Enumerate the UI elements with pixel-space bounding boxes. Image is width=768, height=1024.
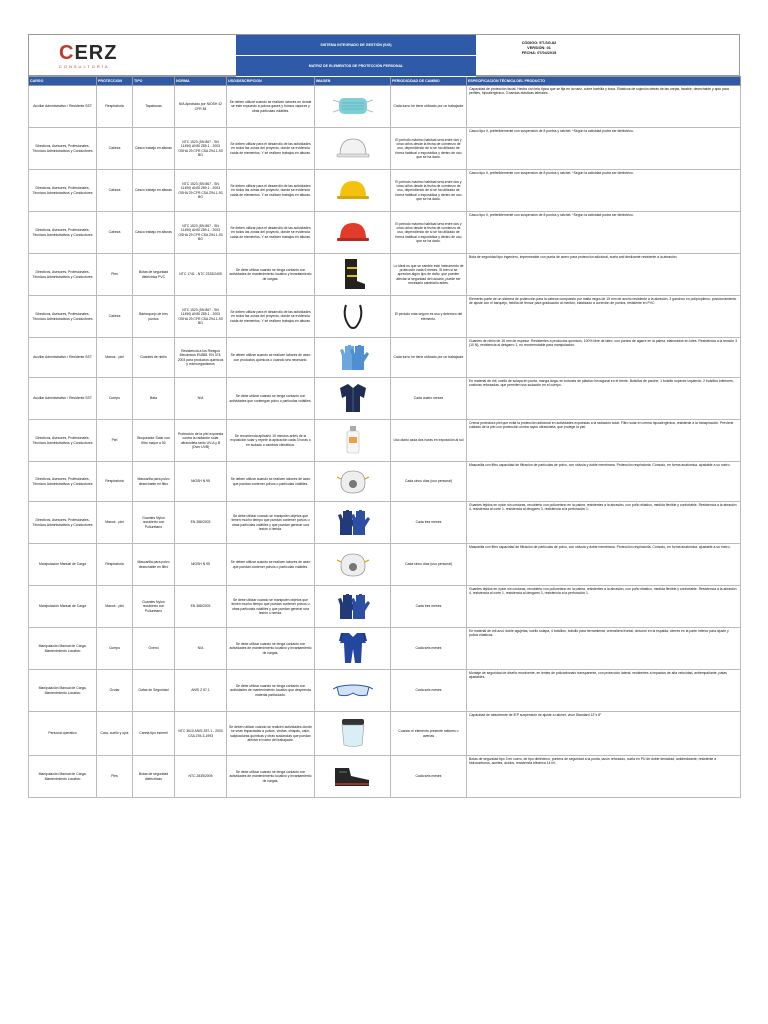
table-row — [29, 628, 741, 670]
work-glove-icon — [315, 591, 390, 622]
cell-cargo: Auxiliar Administrativo / Residente SST — [29, 378, 97, 420]
ppe-image-cell — [315, 254, 391, 296]
cell-tipo: Casco trabajo en alturas — [133, 212, 175, 254]
cell-periodicidad: Cada cinco días (uso personal) — [391, 462, 467, 502]
cell-periodicidad: El periodo máximo habitual será entre dos y cinco años desde la fecha de comienzo de uso, dependiendo de si se ha utilizado de forma habitual o esporádica y dentro de uso que se ha dado. — [391, 128, 467, 170]
cell-proteccion: Cara, cuello y ojos — [97, 712, 133, 756]
ppe-image-cell — [315, 502, 391, 544]
cell-proteccion: Manos - piel — [97, 502, 133, 544]
document-code-box — [479, 41, 599, 56]
yellow-helmet-icon — [315, 177, 390, 204]
cell-uso: Se recomienda aplicarlo 15 minutos antes de la exposición solar y repetir la aplicación cada 3 horas o en sudado o cambios climáticos. — [227, 420, 315, 462]
table-row — [29, 712, 741, 756]
ppe-image-cell — [315, 586, 391, 628]
nitrile-glove-icon — [315, 342, 390, 373]
cell-proteccion: Cabeza — [97, 212, 133, 254]
cell-tipo: Guantes de nitrilo — [133, 338, 175, 378]
table-row — [29, 586, 741, 628]
ppe-image-cell — [315, 670, 391, 712]
ppe-image-cell — [315, 338, 391, 378]
cell-norma: EN 388/2003 — [175, 502, 227, 544]
cell-cargo: Directivos, Asesores, Profesionales, Técnicos Administrativos y Conductores — [29, 128, 97, 170]
cell-especificacion: En material de dril azul, doble agujetas, cuello solapa, 4 bolsillos, bolsillo para herramienta, cremallera frontal, cinturón en la espalda, cierres en la parte inferior para ajuste y puños elásticos. — [467, 628, 741, 670]
title-bar — [236, 35, 476, 77]
sunscreen-icon — [315, 425, 390, 456]
cell-especificacion: Bota de seguridad tipo ingeniero, impermeable con punta de acero para protección adicional, suela anti deslizante resistente a la abrasión. — [467, 254, 741, 296]
column-header: IMAGEN — [315, 77, 391, 86]
ppe-image-cell — [315, 128, 391, 170]
ppe-image-cell — [315, 712, 391, 756]
respirator-icon — [315, 550, 390, 579]
cell-especificacion: En material de dril, cuello de solapa en punta, manga larga, en botones de plástico hexagonal en el frente. Bolsillos de parche, 1 bolsillo superior izquierdo, 2 bolsillos inferiores, costuras reforzadas, que permiten sus sudación en el cuerpo. — [467, 378, 741, 420]
cell-periodicidad: El periodo máximo habitual será entre dos y cinco años desde la fecha de comienzo de uso, dependiendo de si se ha utilizado de forma habitual o esporádica y dentro de uso que se ha dado. — [391, 212, 467, 254]
cell-proteccion: Manos - piel — [97, 586, 133, 628]
cell-periodicidad: Cada tres meses — [391, 502, 467, 544]
column-header: PROTECCION — [97, 77, 133, 86]
document-page — [28, 34, 740, 798]
cell-tipo: Mascarilla para polvo desechable en filtro — [133, 462, 175, 502]
chin-strap-icon — [315, 301, 390, 332]
ppe-image-cell — [315, 212, 391, 254]
table-row — [29, 756, 741, 798]
cell-uso: Se debe utilizar cuando se tenga contacto con actividades que contengan polvo o partículas volátiles. — [227, 378, 315, 420]
table-row — [29, 462, 741, 502]
cell-norma: N/A — [175, 378, 227, 420]
cell-tipo: Bloqueador Solar con filtro mayor a 50 — [133, 420, 175, 462]
cell-uso: Se deben utilizar para el desarrollo de las actividades en todos las zonas del proyecto, donde se evidencia caída de elementos. Y se realicen trabajos en alturas. — [227, 128, 315, 170]
cell-norma: NTC 3610 ANSI Z87.1 - 2003 CSA Z94.3-1993 — [175, 712, 227, 756]
cell-cargo: Manipulación Manual de Carga, Mantenimiento Locativo — [29, 670, 97, 712]
cell-especificacion: Mascarilla con filtro capacidad de filtración de partículas de polvo, con válvula y doble membrana. Protección respiratoria. Cómodo, en forma anatómica, ajustable a su rostro. — [467, 544, 741, 586]
rubber-boot-icon — [315, 257, 390, 292]
cell-especificacion: Casco tipo II, preferiblemente con suspensión de 8 puntos y ratchet. *Según la actividad podrá ser dieléctrico. — [467, 170, 741, 212]
company-logo — [59, 43, 119, 69]
document-header — [28, 34, 740, 76]
document-date: FECHA: 07/04/2015 — [521, 51, 557, 55]
cell-uso: Se deben utilizar para el desarrollo de las actividades en todos las zonas del proyecto, donde se evidencia caída de elementos. Y se realicen trabajos en alturas. — [227, 296, 315, 338]
cell-cargo: Manipulación Manual de Carga, Mantenimiento Locativo — [29, 628, 97, 670]
cell-especificacion: Crema protectora piel que evita la protección adicional en actividades expuestas a la radiación solar. Filtro solar en crema hipoalergénica, resistente a la transpiración. Previene cuidado de la piel con protección contra rayos ultravioleta, que protege la piel. — [467, 420, 741, 462]
cell-norma: NTC 2835/2005 — [175, 756, 227, 798]
cell-periodicidad: Cada tres meses — [391, 586, 467, 628]
work-glove-icon — [315, 507, 390, 538]
cell-cargo: Manipulación Manual de Carga — [29, 544, 97, 586]
cell-proteccion: Manos - piel — [97, 338, 133, 378]
table-row — [29, 86, 741, 128]
cell-tipo: Casco trabajo en alturas — [133, 170, 175, 212]
table-row — [29, 212, 741, 254]
cell-proteccion: Piel — [97, 420, 133, 462]
cell-tipo: Gafas de Seguridad — [133, 670, 175, 712]
cell-uso: Se debe utilizar cuando se tenga contacto con actividades de mantenimiento locativo y levantamiento de cargas. — [227, 628, 315, 670]
respirator-icon — [315, 467, 390, 496]
cell-especificacion: Botas de seguridad tipo 3 en cuero, de tipo dieléctrico, puntera de seguridad a la punta, tacón reforzado, suela en PU de doble densidad, antideslizante, resistente a hidrocarburos, aceites, ácidos, resistencia eléctrica 14 kV. — [467, 756, 741, 798]
cell-periodicidad: Cada turno he tiene utilizado por un trabajador — [391, 338, 467, 378]
cell-cargo: Directivos, Asesores, Profesionales, Técnicos Administrativos y Conductores — [29, 170, 97, 212]
column-header: TIPO — [133, 77, 175, 86]
cell-periodicidad: Cada seis meses — [391, 670, 467, 712]
cell-especificacion: Capacidad de protección facial. Hecha con tela típica que se fija en la nariz, cubre barbilla y boca. Elásticos de sujeción detrás de las orejas, lavable, desechable y apto para perfiles, hipoalergénico, 3 bandas elásticas laterales. — [467, 86, 741, 128]
cell-tipo: Bata — [133, 378, 175, 420]
cell-tipo: Overol — [133, 628, 175, 670]
cell-norma: EN 388/2003 — [175, 586, 227, 628]
ppe-image-cell — [315, 170, 391, 212]
cell-norma: NTC 1523 (SN 867 - SN 11490) ANSI Z89.1 - 2003 OSHA 29 CFR CSA Z94.1-93 BG — [175, 128, 227, 170]
table-row — [29, 670, 741, 712]
ppe-image-cell — [315, 462, 391, 502]
document-version: VERSIÓN: 01 — [527, 46, 551, 50]
safety-glasses-icon — [315, 681, 390, 700]
ppe-image-cell — [315, 86, 391, 128]
cell-uso: Se deben utilizar cuando se realicen actividades donde se vean impactadas a polvos, virutas, chispas, calor, salpicaduras químicas y otras sustancias que puedan afectar el rostro del trabajador. — [227, 712, 315, 756]
cell-norma: N/A — [175, 628, 227, 670]
table-row — [29, 502, 741, 544]
cell-cargo: Manipulación Manual de Carga, Mantenimiento Locativo — [29, 756, 97, 798]
cell-norma: NTC 1523 (SN 867 - SN 11490) ANSI Z89.1 - 2003 OSHA 29 CFR CSA Z94.1-93 BG — [175, 212, 227, 254]
cell-uso: Se deben utilizar cuando se realicen labores de aseo que puedan contener polvos o partículas volátiles. — [227, 544, 315, 586]
cell-norma: N/A Aprobado por NIOSH 42 CFR 84 — [175, 86, 227, 128]
table-row — [29, 128, 741, 170]
mask-icon — [315, 93, 390, 120]
cell-cargo: Directivos, Asesores, Profesionales, Técnicos Administrativos y Conductores — [29, 212, 97, 254]
cell-proteccion: Respiratoria — [97, 462, 133, 502]
cell-uso: Se deben utilizar cuando se realicen labores de aseo con productos químicos o cuando sea necesario. — [227, 338, 315, 378]
cell-periodicidad: Cuando el elemento presente rallones o averías — [391, 712, 467, 756]
cell-tipo: Barbuquejo de tres puntos — [133, 296, 175, 338]
cell-norma: NTC 1523 (SN 867 - SN 11490) ANSI Z89.1 - 2003 OSHA 29 CFR CSA Z94.1-93 BG — [175, 296, 227, 338]
column-header: CARGO — [29, 77, 97, 86]
cell-proteccion: Cabeza — [97, 128, 133, 170]
cell-norma: NIOSH N 95 — [175, 462, 227, 502]
face-shield-icon — [315, 717, 390, 750]
cell-tipo: Tapabocas — [133, 86, 175, 128]
cell-norma: Protección de la piel expuesta contra la radiación solar ultravioleta tanto UV-A y B (Over UVB) — [175, 420, 227, 462]
cell-cargo: Auxiliar Administrativo / Residente SST — [29, 86, 97, 128]
cell-proteccion: Ocular — [97, 670, 133, 712]
document-title: MATRIZ DE ELEMENTOS DE PROTECCIÓN PERSONAL — [236, 56, 476, 77]
cell-especificacion: Casco tipo II, preferiblemente con suspensión de 8 puntos y ratchet. *Según la actividad podrá ser dieléctrico. — [467, 212, 741, 254]
cell-proteccion: Cabeza — [97, 296, 133, 338]
cell-uso: Se debe utilizar cuando se manipulen objetos que tienen mucho tiempo que puedan contener polvos u otras partículas volátiles y que puedan generar una lesión o herida. — [227, 502, 315, 544]
cell-uso: Se deben utilizar para el desarrollo de las actividades en todos las zonas del proyecto, donde se evidencia caída de elementos. Y se realicen trabajos en alturas. — [227, 170, 315, 212]
table-row — [29, 378, 741, 420]
cell-periodicidad: Cada seis meses — [391, 628, 467, 670]
cell-cargo: Manipulación Manual de Carga — [29, 586, 97, 628]
ppe-image-cell — [315, 756, 391, 798]
cell-tipo: Guantes Nylon recubierto con Poliuretano — [133, 502, 175, 544]
cell-especificacion: Montaje de seguridad de diseño envolvente, en lentes de policarbonato transparente, con protección lateral, resistentes a impactos de alta velocidad, antiempañante, patas ajustables. — [467, 670, 741, 712]
table-header-row — [29, 77, 741, 86]
cell-cargo: Personal operativo — [29, 712, 97, 756]
cell-norma: NTC 1523 (SN 867 - SN 11490) ANSI Z89.1 - 2003 OSHA 29 CFR CSA Z94.1-93 BG — [175, 170, 227, 212]
cell-periodicidad: El periodo más seguro es uso y deterioro del elemento. — [391, 296, 467, 338]
cell-uso: Se deben utilizar cuando se realicen labores en donde se este expuesto a polvos gases y humos vapores y otras partículas volátiles. — [227, 86, 315, 128]
ppe-image-cell — [315, 420, 391, 462]
table-row — [29, 296, 741, 338]
cell-cargo: Auxiliar Administrativo / Residente SST — [29, 338, 97, 378]
cell-proteccion: Cuerpo — [97, 378, 133, 420]
table-row — [29, 544, 741, 586]
column-header: NORMA — [175, 77, 227, 86]
safety-shoe-icon — [315, 764, 390, 789]
cell-uso: Se deben utilizar cuando se realicen labores de aseo que puedan contener polvos o partículas volátiles. — [227, 462, 315, 502]
cell-norma: NTC 1741 - NTC 2333/2405 — [175, 254, 227, 296]
cell-cargo: Directivos, Asesores, Profesionales, Técnicos Administrativos y Conductores — [29, 502, 97, 544]
cell-cargo: Directivos, Asesores, Profesionales, Técnicos Administrativos y Conductores — [29, 420, 97, 462]
cell-proteccion: Cuerpo — [97, 628, 133, 670]
column-header: PERIODICIDAD DE CAMBIO — [391, 77, 467, 86]
ppe-image-cell — [315, 628, 391, 670]
table-row — [29, 170, 741, 212]
cell-especificacion: Guantes tejidos en nylon sin costuras, recubierto con poliuretano en la palma, resistentes a la abrasión, con puño elástico, medida flexible y confortable. Resistencia a la abrasión 4, resistencia al corte 1, resistencia al desgarro 3, resistencia a la perforación 1. — [467, 502, 741, 544]
cell-norma: Resistencia a los Riesgos Mecánicos EN388. EN 374: 2003 para productos químicos y microorganismos — [175, 338, 227, 378]
table-row — [29, 420, 741, 462]
cell-tipo: Guantes Nylon recubierto con Poliuretano — [133, 586, 175, 628]
cell-periodicidad: Cada cinco días (uso personal) — [391, 544, 467, 586]
cell-tipo: Careta tipo esmeril — [133, 712, 175, 756]
cell-tipo: Botas de seguridad dieléctricas — [133, 756, 175, 798]
table-row — [29, 254, 741, 296]
cell-norma: ANSI Z 87.1 — [175, 670, 227, 712]
cell-especificacion: Casco tipo II, preferiblemente con suspensión de 8 puntos y ratchet. *Según la actividad podrá ser dieléctrico. — [467, 128, 741, 170]
logo-subtitle: CONSULTORÍA — [59, 64, 110, 69]
table-body — [29, 86, 741, 798]
ppe-image-cell — [315, 544, 391, 586]
coverall-icon — [315, 631, 390, 666]
cell-uso: Se debe utilizar cuando se manipulen objetos que tienen mucho tiempo que puedan contener polvos u otras partículas volátiles y que puedan generar una lesión o herida. — [227, 586, 315, 628]
column-header: ESPECIFICACIÓN TÉCNICA DEL PRODUCTO — [467, 77, 741, 86]
document-code: CÓDIGO: ET-SG-82 — [521, 41, 557, 45]
cell-tipo: Mascarilla para polvo desechable en filtro — [133, 544, 175, 586]
cell-uso: Se debe utilizar cuando se tenga contacto con actividades de mantenimiento locativo y levantamiento de cargas. — [227, 254, 315, 296]
cell-especificacion: Guantes tejidos en nylon sin costuras, recubierto con poliuretano en la palma, resistentes a la abrasión, con puño elástico, medida flexible y confortable. Resistencia a la abrasión 4, resistencia al corte 1, resistencia al desgarro 3, resistencia a la perforación 1. — [467, 586, 741, 628]
cell-especificacion: Mascarilla con filtro capacidad de filtración de partículas de polvo, con válvula y doble membrana. Protección respiratoria. Cómodo, en forma anatómica, ajustable a su rostro. — [467, 462, 741, 502]
ppe-image-cell — [315, 296, 391, 338]
cell-proteccion: Respiratoria — [97, 86, 133, 128]
table-row — [29, 338, 741, 378]
logo-prefix: C — [59, 42, 75, 64]
cell-especificacion: Guantes de nitrilo de 16 mm de espesor. Resistentes a productos químicos, 100% libre de látex, con puntos de agarre en la palma, elaborados en lotes. Resistencia a la tensión 3 (10 N), resistencia al desgarro 1, no recomendable para manipulación. — [467, 338, 741, 378]
cell-proteccion: Respiratoria — [97, 544, 133, 586]
cell-uso: Se debe utilizar cuando se tenga contacto con actividades de mantenimiento locativo y levantamiento de cargas. — [227, 756, 315, 798]
cell-uso: Se deben utilizar para el desarrollo de las actividades en todos las zonas del proyecto, donde se evidencia caída de elementos. Y se realicen trabajos en alturas. — [227, 212, 315, 254]
cell-periodicidad: Cada seis meses — [391, 756, 467, 798]
cell-especificacion: Elemento parte de un sistema de protección para la cabeza compuesto por malla negra de 15 mm de ancho resistente a la abrasión, 3 ganchos en polipropileno, posicionamiento de ajuste con el barquejo, hebilla de tensor para graduación al mentón, elastizado a conexión de puntos, resistente en PVC. — [467, 296, 741, 338]
cell-periodicidad: El periodo máximo habitual será entre dos y cinco años desde la fecha de comienzo de uso, dependiendo de si se ha utilizado de forma habitual o esporádica y dentro de uso que se ha dado. — [391, 170, 467, 212]
cell-proteccion: Pies — [97, 254, 133, 296]
column-header: USO/DESCRIPCION — [227, 77, 315, 86]
cell-tipo: Casco trabajo en alturas — [133, 128, 175, 170]
cell-periodicidad: Cada cuatro meses — [391, 378, 467, 420]
cell-periodicidad: Uso diario cada dos horas en exposición al sol — [391, 420, 467, 462]
cell-cargo: Directivos, Asesores, Profesionales, Técnicos Administrativos y Conductores — [29, 462, 97, 502]
cell-norma: NIOSH N 95 — [175, 544, 227, 586]
cell-periodicidad: Cada turno he tiene utilizado por un trabajador — [391, 86, 467, 128]
ppe-image-cell — [315, 378, 391, 420]
ppe-matrix-table — [28, 76, 741, 798]
cell-cargo: Directivos, Asesores, Profesionales, Técnicos Administrativos y Conductores — [29, 254, 97, 296]
cell-proteccion: Pies — [97, 756, 133, 798]
logo-text: ERZ — [74, 42, 118, 64]
white-helmet-icon — [315, 135, 390, 162]
cell-tipo: Botas de seguridad dieléctrica PVC — [133, 254, 175, 296]
cell-cargo: Directivos, Asesores, Profesionales, Técnicos Administrativos y Conductores — [29, 296, 97, 338]
system-title: SISTEMA INTEGRADO DE GESTIÓN (SIG) — [236, 35, 476, 56]
red-helmet-icon — [315, 219, 390, 246]
cell-uso: Se debe utilizar cuando se tenga contacto con actividades de mantenimiento locativo que desprenda material particulado. — [227, 670, 315, 712]
lab-coat-icon — [315, 382, 390, 415]
cell-especificacion: Capacidad de absorbente de IEP suspensión de ajuste a ratchet, visor Standard 12"x 8" — [467, 712, 741, 756]
cell-proteccion: Cabeza — [97, 170, 133, 212]
cell-periodicidad: Lo ideal es que se cambie este instrumento de protección cada 6 meses. Si bien si se aprecian algún tipo de daño, que pueden afectar la seguridad del usuario, puede ser necesario cambiarlo antes. — [391, 254, 467, 296]
